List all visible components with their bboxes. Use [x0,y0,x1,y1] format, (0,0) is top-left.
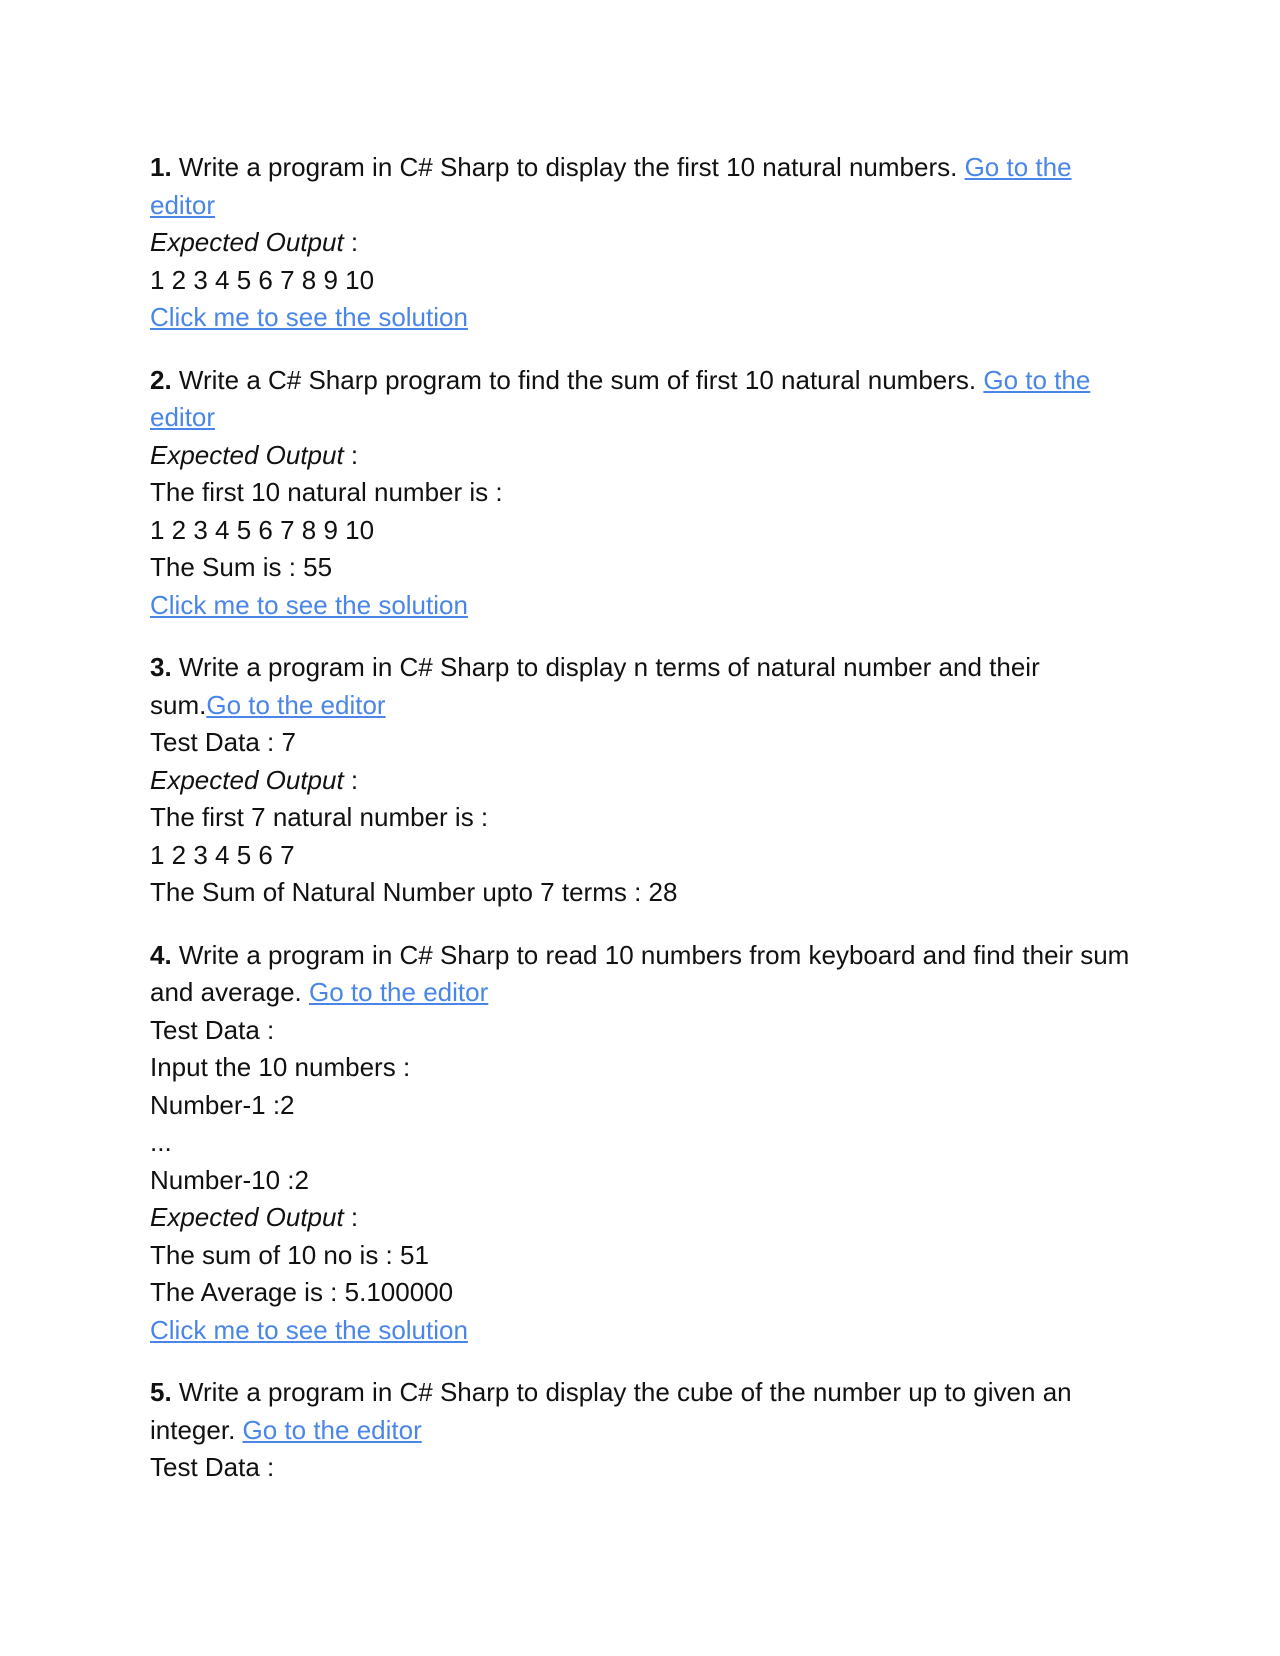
output-line: The Sum of Natural Number upto 7 terms : 28 [150,877,678,907]
test-data-line: Test Data : 7 [150,727,296,757]
exercise-prompt [150,1374,1130,1449]
exercise-4 [150,937,1130,1350]
expected-output-label: Expected Output [150,1202,344,1232]
go-to-editor-link[interactable]: Go to the editor [150,364,1091,432]
solution-row [150,1312,1130,1350]
exercise-number: 2. [150,364,172,395]
expected-output-label: Expected Output [150,227,344,257]
exercise-number: 5. [150,1377,172,1407]
exercise-prompt [150,149,1130,224]
exercise-5 [150,1374,1130,1487]
output-line: 1 2 3 4 5 6 7 8 9 10 [150,264,375,295]
exercise-number: 4. [150,939,172,970]
go-to-editor-link[interactable]: Go to the editor [309,977,489,1007]
exercise-prompt [150,649,1130,724]
exercise-3 [150,649,1130,912]
test-data-line: Input the 10 numbers : [150,1052,411,1082]
document-page [150,149,1130,1512]
exercise-text: Write a program in C# Sharp to display n terms of natural number and their sum. [150,652,1040,720]
exercise-text: Write a program in C# Sharp to read 10 numbers from keyboard and find their sum and average. [150,939,1130,1007]
output-line: The Average is : 5.100000 [150,1277,454,1307]
output-line: The Sum is : 55 [150,552,333,582]
go-to-editor-link[interactable]: Go to the editor [242,1414,422,1445]
test-data-line: Number-1 :2 [150,1089,295,1120]
output-line: 1 2 3 4 5 6 7 8 9 10 [150,514,375,545]
exercise-text: Write a program in C# Sharp to display the cube of the number up to given an integer. [150,1377,1072,1445]
expected-output-colon: : [343,764,359,795]
exercise-2 [150,362,1130,625]
expected-output-colon: : [343,1202,359,1232]
output-line: 1 2 3 4 5 6 7 [150,839,295,870]
output-line: The first 10 natural number is : [150,477,503,507]
test-data-line: Test Data : [150,1452,275,1482]
exercise-text: Write a C# Sharp program to find the sum of first 10 natural numbers. [171,364,984,395]
expected-output-heading [150,437,1130,475]
see-solution-link[interactable]: Click me to see the solution [150,589,468,620]
expected-output-label: Expected Output [150,439,344,470]
expected-output-heading [150,762,1130,800]
solution-row [150,299,1130,337]
exercise-1 [150,149,1130,337]
expected-output-colon: : [343,439,359,470]
test-data-line: Test Data : [150,1014,275,1045]
solution-row [150,587,1130,625]
exercise-prompt [150,362,1130,437]
output-line: The sum of 10 no is : 51 [150,1239,429,1270]
exercise-text: Write a program in C# Sharp to display the first 10 natural numbers. [171,152,965,182]
expected-output-heading [150,224,1130,262]
go-to-editor-link[interactable]: Go to the editor [206,689,386,720]
go-to-editor-link[interactable]: Go to the editor [150,152,1072,220]
see-solution-link[interactable]: Click me to see the solution [150,1314,468,1345]
exercise-number: 1. [150,152,172,182]
exercise-prompt [150,937,1130,1012]
expected-output-label: Expected Output [150,764,344,795]
expected-output-colon: : [343,227,359,257]
output-line: The first 7 natural number is : [150,802,489,832]
test-data-line: Number-10 :2 [150,1164,309,1195]
test-data-line: ... [150,1127,172,1157]
expected-output-heading [150,1199,1130,1237]
exercise-number: 3. [150,652,172,682]
see-solution-link[interactable]: Click me to see the solution [150,302,468,332]
